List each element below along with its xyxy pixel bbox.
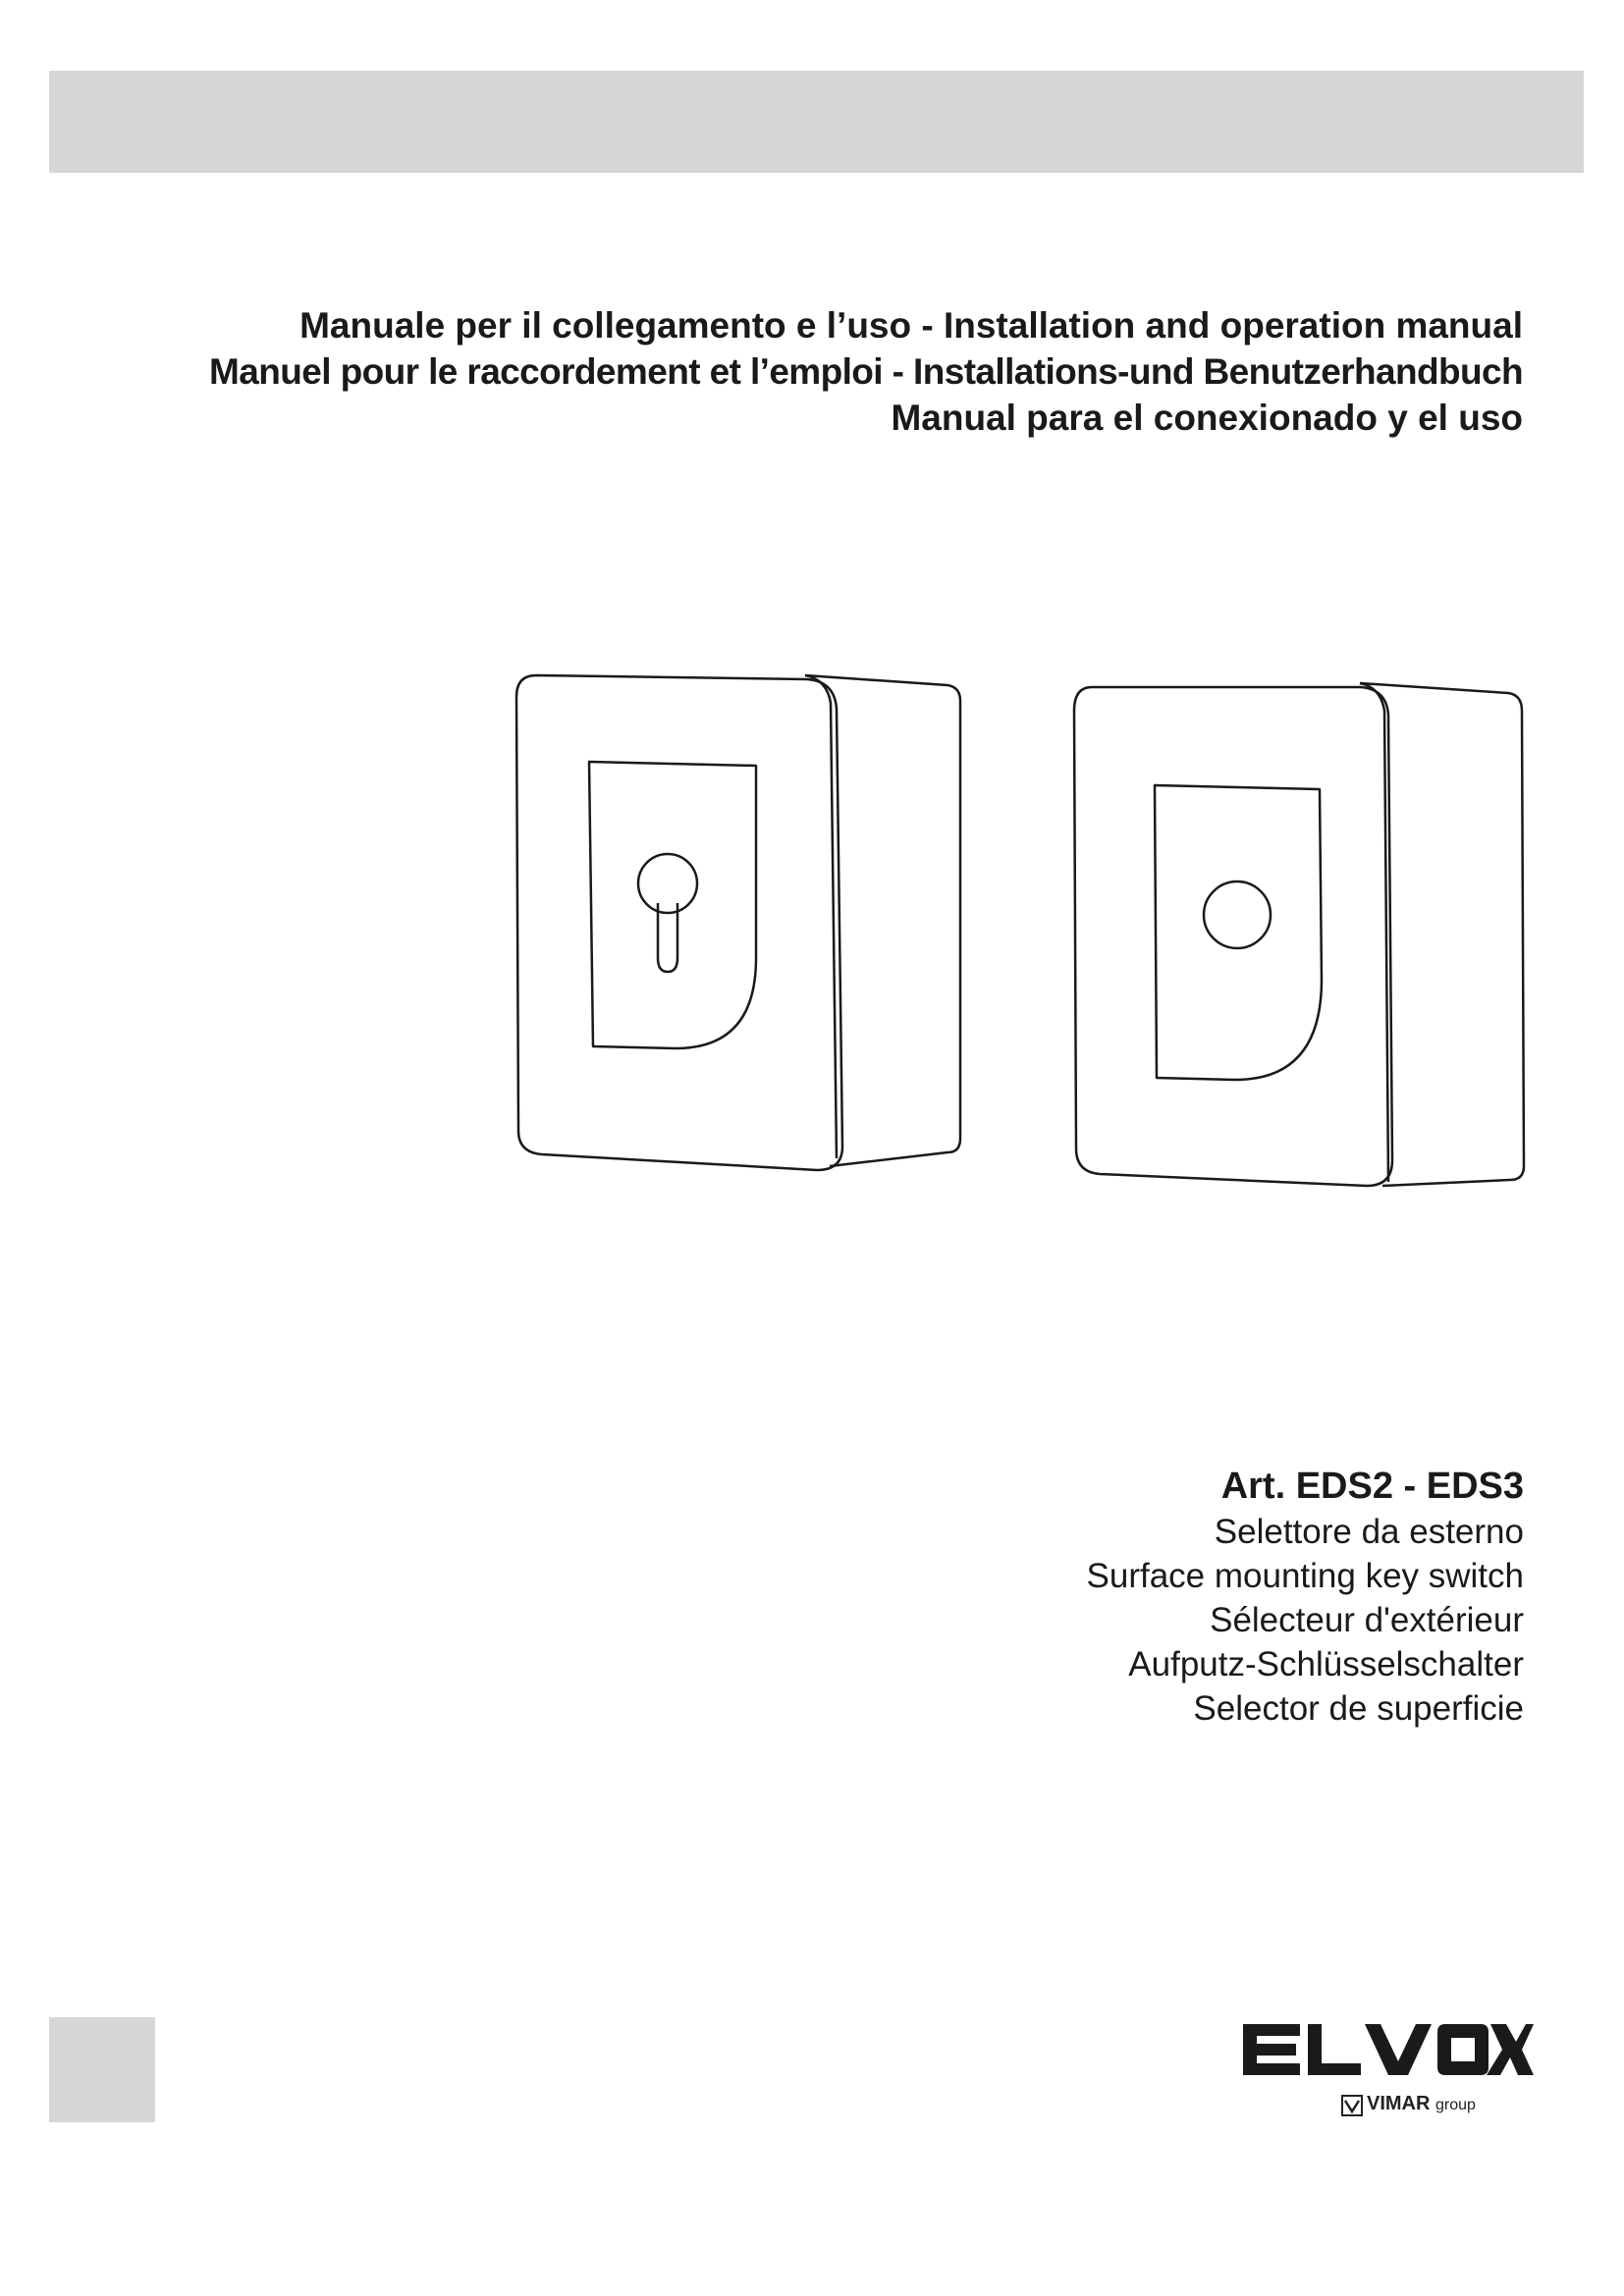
description-es: Selector de superficie: [1193, 1689, 1524, 1728]
vimar-group-label: [1367, 2093, 1476, 2115]
product-illustration: [511, 667, 1532, 1188]
manual-title-es: Manual para el conexionado y el uso: [891, 398, 1523, 438]
description-de: Aufputz-Schlüsselschalter: [1128, 1645, 1524, 1683]
group-text: group: [1435, 2097, 1476, 2113]
cylinder-icon: [1204, 881, 1271, 948]
footer-square: [49, 2017, 155, 2122]
manual-titles: [209, 302, 1523, 441]
product-info: [1087, 1463, 1524, 1731]
header-band: [49, 71, 1584, 173]
vimar-mark-icon: [1341, 2095, 1363, 2116]
eds2-device-drawing: [516, 675, 960, 1170]
description-en: Surface mounting key switch: [1086, 1557, 1524, 1595]
keyhole-icon: [638, 854, 697, 972]
eds3-device-drawing: [1074, 683, 1524, 1186]
description-it: Selettore da esterno: [1214, 1513, 1524, 1551]
vimar-text: VIMAR: [1367, 2093, 1431, 2114]
description-fr: Sélecteur d'extérieur: [1210, 1601, 1524, 1639]
article-code: Art. EDS2 - EDS3: [1220, 1466, 1524, 1507]
manual-title-fr-de: Manuel pour le raccordement et l’emploi - Installations-und Benutzerhandbuch: [209, 351, 1523, 392]
manual-title-it-en: Manuale per il collegamento e l’uso - Installation and operation manual: [299, 305, 1523, 346]
